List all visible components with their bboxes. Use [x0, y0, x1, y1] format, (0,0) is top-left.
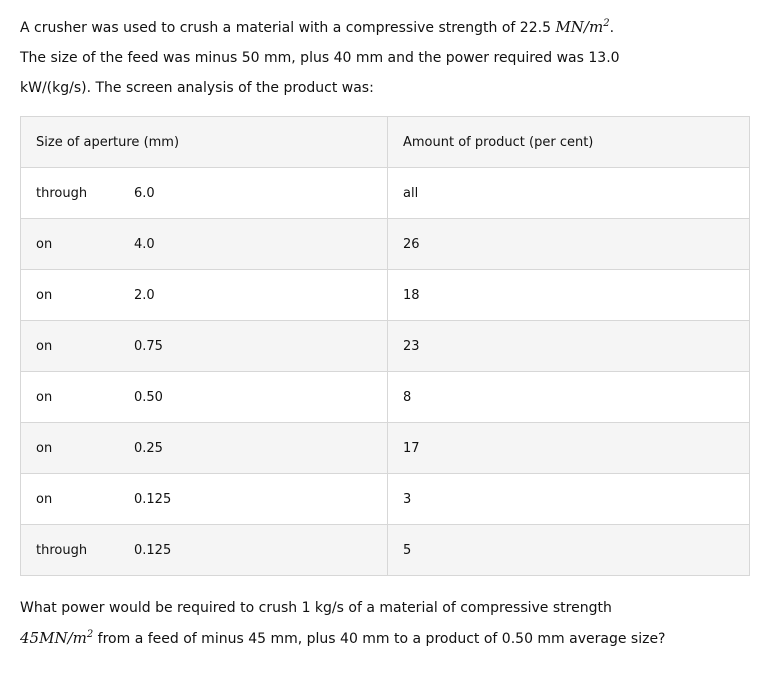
amount-of-product-cell: all — [388, 168, 750, 219]
intro-line-1 — [20, 12, 750, 43]
size-qualifier: on — [36, 236, 53, 252]
size-qualifier: on — [36, 440, 53, 456]
amount-of-product-cell: 18 — [388, 270, 750, 321]
table-header-row — [21, 117, 750, 168]
size-of-aperture-cell — [21, 321, 388, 372]
question-strength-base: 45MN/m — [20, 629, 87, 647]
table-row — [21, 423, 750, 474]
size-of-aperture-cell — [21, 168, 388, 219]
table-row — [21, 321, 750, 372]
intro-line-3: kW/(kg/s). The screen analysis of the product was: — [20, 80, 374, 96]
question-line-2 — [20, 623, 750, 654]
size-of-aperture-cell — [21, 219, 388, 270]
intro-line-1-end: . — [609, 20, 615, 36]
size-qualifier: on — [36, 338, 53, 354]
size-value: 0.125 — [134, 542, 172, 558]
size-qualifier: through — [36, 185, 88, 201]
problem-question — [20, 593, 750, 654]
table-row — [21, 168, 750, 219]
strength-unit-base: MN/m — [555, 18, 604, 36]
table-row — [21, 525, 750, 576]
size-qualifier: on — [36, 287, 53, 303]
question-strength-exponent: 2 — [86, 629, 94, 640]
size-value: 0.25 — [134, 440, 163, 456]
intro-line-2: The size of the feed was minus 50 mm, plus 40 mm and the power required was 13.0 — [20, 50, 620, 66]
size-value: 0.75 — [134, 338, 163, 354]
size-of-aperture-cell — [21, 270, 388, 321]
size-qualifier: through — [36, 542, 88, 558]
size-of-aperture-cell — [21, 372, 388, 423]
table-row — [21, 219, 750, 270]
amount-of-product-cell: 26 — [388, 219, 750, 270]
strength-unit-exponent: 2 — [603, 18, 610, 29]
size-of-aperture-cell — [21, 525, 388, 576]
size-value: 2.0 — [134, 287, 155, 303]
screen-analysis-table — [20, 116, 750, 576]
size-of-aperture-cell — [21, 474, 388, 525]
header-size-of-aperture: Size of aperture (mm) — [21, 117, 388, 168]
table-row — [21, 474, 750, 525]
size-qualifier: on — [36, 389, 53, 405]
table-row — [21, 270, 750, 321]
problem-intro — [20, 12, 750, 103]
amount-of-product-cell: 8 — [388, 372, 750, 423]
amount-of-product-cell: 17 — [388, 423, 750, 474]
amount-of-product-cell: 23 — [388, 321, 750, 372]
size-value: 0.50 — [134, 389, 163, 405]
question-line-2-text: from a feed of minus 45 mm, plus 40 mm to a product of 0.50 mm average size? — [93, 631, 666, 647]
size-value: 6.0 — [134, 185, 155, 201]
amount-of-product-cell: 3 — [388, 474, 750, 525]
table-row — [21, 372, 750, 423]
amount-of-product-cell: 5 — [388, 525, 750, 576]
intro-line-1-text: A crusher was used to crush a material with a compressive strength of 22.5 — [20, 20, 556, 36]
strength-unit-math — [555, 18, 609, 36]
size-value: 4.0 — [134, 236, 155, 252]
header-amount-of-product: Amount of product (per cent) — [388, 117, 750, 168]
question-line-1: What power would be required to crush 1 kg/s of a material of compressive strength — [20, 600, 612, 616]
question-strength-math — [20, 629, 93, 647]
size-qualifier: on — [36, 491, 53, 507]
size-value: 0.125 — [134, 491, 172, 507]
size-of-aperture-cell — [21, 423, 388, 474]
